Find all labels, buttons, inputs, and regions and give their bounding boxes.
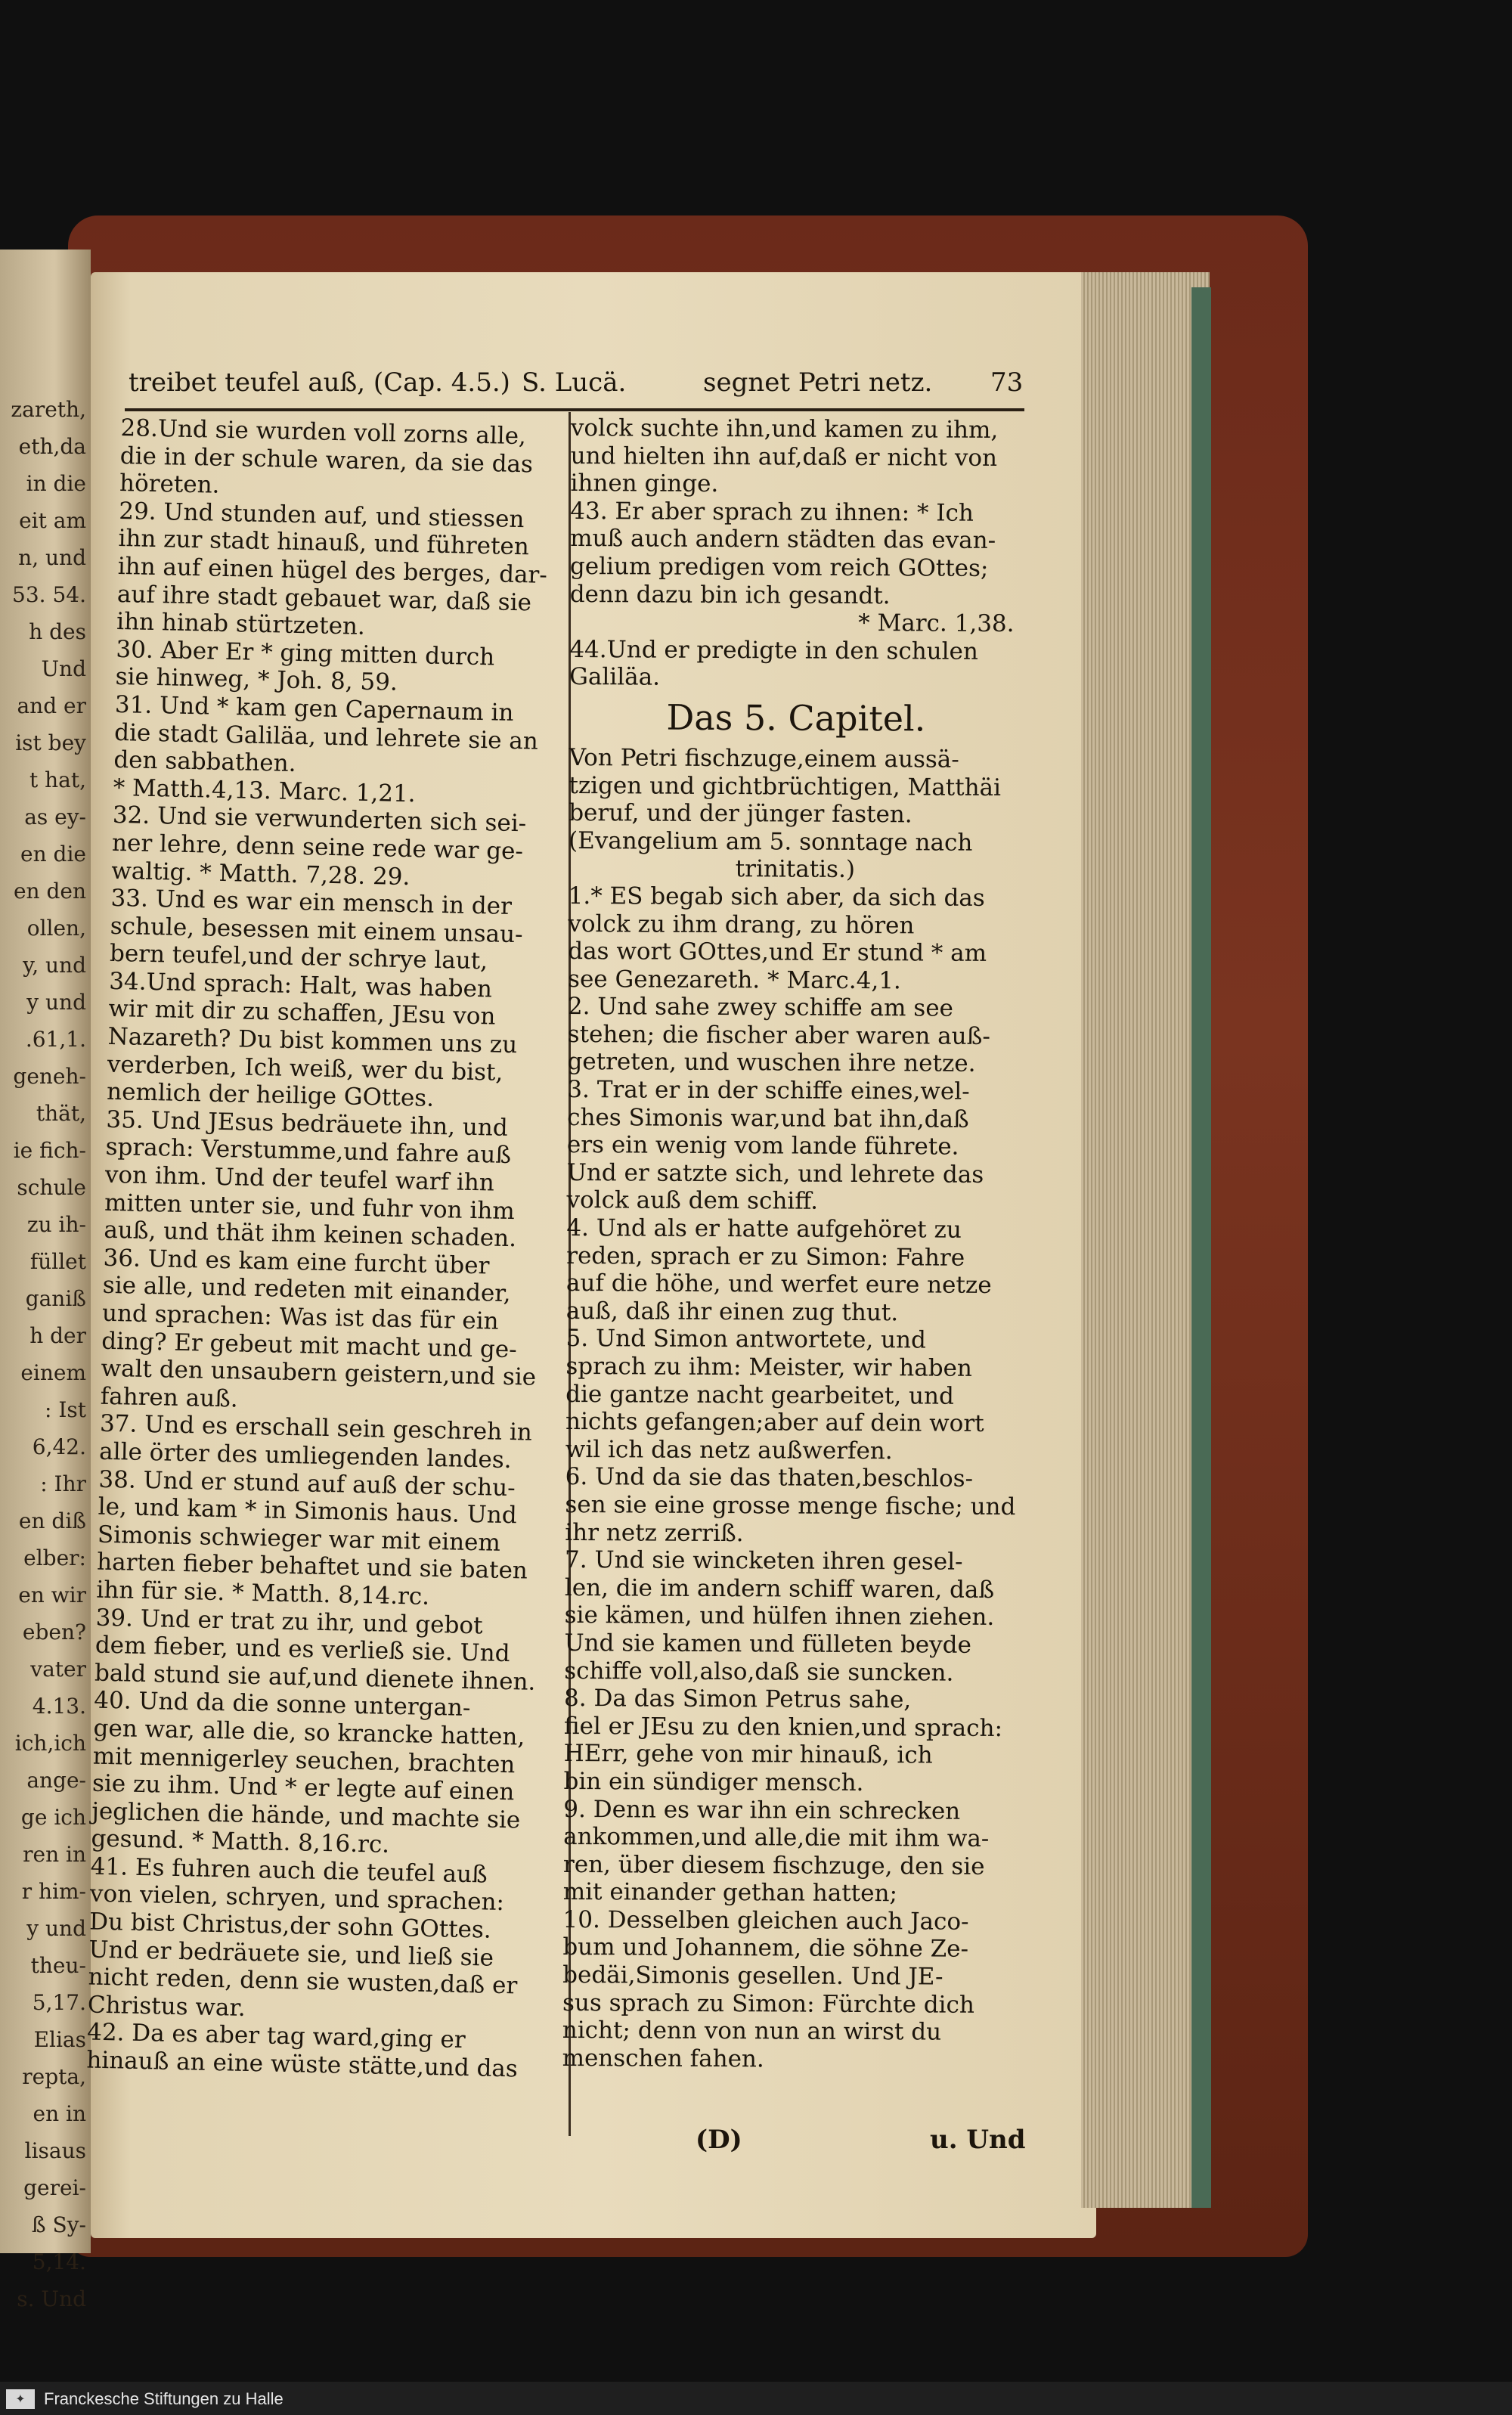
left-page-fragment: r him- (21, 1879, 86, 1904)
text-line: ers ein wenig vom lande führete. (566, 1131, 959, 1161)
text-line: 5. Und Simon antwortete, und (565, 1325, 926, 1354)
text-line: le, und kam * in Simonis haus. Und (98, 1493, 518, 1530)
text-line: menschen fahen. (562, 2044, 764, 2073)
left-page-fragment: in die (26, 471, 86, 496)
text-line: * Matth.4,13. Marc. 1,21. (113, 773, 416, 808)
text-line: mit einander gethan hatten; (562, 1878, 898, 1908)
text-line: ihn auf einen hügel des berges, dar- (117, 552, 548, 589)
text-line: see Genezareth. * Marc.4,1. (567, 965, 901, 994)
text-line: volck zu ihm drang, zu hören (568, 910, 915, 939)
left-page-fragment: einem (20, 1360, 86, 1385)
left-page-fragment: h des (29, 619, 86, 644)
text-line: ihn zur stadt hinauß, und führeten (118, 525, 530, 561)
text-line: die stadt Galiläa, und lehrete sie an (113, 718, 539, 755)
text-line: nicht; denn von nun an wirst du (562, 2017, 942, 2046)
text-line: den sabbathen. (113, 746, 296, 778)
text-line: wil ich das netz außwerfen. (565, 1435, 893, 1465)
text-line: auf die höhe, und werfet eure netze (565, 1270, 992, 1300)
text-line: und sprachen: Was ist das für ein (101, 1299, 499, 1335)
catchword: u. Und (930, 2125, 1026, 2155)
left-page-fragment: eben? (22, 1620, 86, 1645)
left-page-fragment: ge ich (20, 1805, 86, 1830)
text-line: Nazareth? Du bist kommen uns zu (107, 1022, 518, 1059)
left-page-fragment: y und (26, 1916, 86, 1941)
text-line: 4. Und als er hatte aufgehöret zu (566, 1214, 962, 1244)
text-line: 40. Und da die sonne untergan- (93, 1686, 471, 1722)
text-line: waltig. * Matth. 7,28. 29. (110, 857, 411, 891)
text-line: ihnen ginge. (570, 470, 719, 498)
text-line: ankommen,und alle,die mit ihm wa- (563, 1823, 990, 1853)
text-line: und hielten ihn auf,daß er nicht von (570, 442, 998, 472)
text-line: 37. Und es erschall sein geschreh in (99, 1410, 533, 1447)
text-line: bedäi,Simonis gesellen. Und JE- (562, 1961, 943, 1991)
text-line: 39. Und er trat zu ihr, und gebot (95, 1604, 483, 1639)
left-page-fragment: and er (17, 693, 86, 718)
text-line: muß auch andern städten das evan- (570, 525, 996, 555)
left-page-fragment: ß Sy- (31, 2212, 86, 2237)
left-page-fragment: geneh- (13, 1064, 86, 1089)
left-page-fragment: elber: (23, 1545, 86, 1570)
text-line: ner lehre, denn seine rede war ge- (111, 829, 524, 866)
text-line: 42. Da es aber tag ward,ging er (86, 2018, 466, 2054)
text-line: alle örter des umliegenden landes. (98, 1437, 512, 1474)
left-page-fragment: Und (41, 656, 86, 681)
left-page-fragment: schule (17, 1175, 86, 1200)
text-line: ding? Er gebeut mit macht und ge- (101, 1327, 518, 1363)
text-line: jeglichen die hände, und machte sie (91, 1797, 521, 1834)
text-line: 28.Und sie wurden voll zorns alle, (120, 414, 527, 451)
left-page-fragment: en in (33, 2101, 86, 2126)
text-line: volck suchte ihn,und kamen zu ihm, (570, 414, 999, 444)
text-line: Und er bedräuete sie, und ließ sie (88, 1936, 494, 1972)
left-page-fragment: ange- (26, 1768, 86, 1793)
left-page-fragment: 4.13. (32, 1694, 86, 1719)
text-line: 8. Da das Simon Petrus sahe, (564, 1685, 912, 1714)
left-page-fragment: lisaus (24, 2138, 86, 2163)
trinitatis-line: trinitatis.) (735, 855, 856, 884)
left-page-fragment: füllet (29, 1249, 86, 1274)
page-block-edge (1081, 272, 1210, 2208)
text-line: von ihm. Und der teufel warf ihn (104, 1161, 495, 1197)
text-line: höreten. (119, 470, 220, 499)
text-line: harten fieber behaftet und sie baten (96, 1549, 528, 1585)
chapter-title: Das 5. Capitel. (666, 696, 926, 739)
text-line: Und sie kamen und fülleten beyde (564, 1629, 971, 1659)
header-center: S. Lucä. (522, 367, 627, 398)
text-line: ihn für sie. * Matth. 8,14.rc. (96, 1576, 430, 1611)
header-right: segnet Petri netz. (703, 367, 933, 398)
text-line: Du bist Christus,der sohn GOttes. (88, 1908, 492, 1944)
text-line: bald stund sie auf,und dienete ihnen. (94, 1659, 536, 1696)
left-page-fragment: 53. 54. (12, 582, 86, 607)
text-line: bum und Johannem, die söhne Ze- (562, 1933, 969, 1964)
left-page-edge (0, 250, 91, 2311)
text-line: 1.* ES begab sich aber, da sich das (568, 882, 985, 912)
text-line: gen war, alle die, so krancke hatten, (93, 1714, 525, 1751)
left-page-fragment: Elias (33, 2027, 86, 2052)
left-page-fragment: : Ist (44, 1397, 86, 1422)
text-line: 32. Und sie verwunderten sich sei- (112, 801, 527, 838)
text-line: sie zu ihm. Und * er legte auf einen (91, 1769, 515, 1806)
text-line: mit mennigerley seuchen, brachten (92, 1742, 516, 1778)
text-line: von vielen, schryen, und sprachen: (89, 1880, 505, 1917)
text-line: nichts gefangen;aber auf dein wort (565, 1408, 984, 1438)
text-line: Galiläa. (569, 663, 661, 691)
text-line: HErr, gehe von mir hinauß, ich (563, 1740, 933, 1769)
text-line: bern teufel,und der schrye laut, (109, 940, 488, 975)
text-line: hinauß an eine wüste stätte,und das (86, 2046, 519, 2083)
left-page-fragment: zareth, (11, 397, 86, 422)
text-line: auß, daß ihr einen zug thut. (565, 1297, 899, 1327)
text-line: sprach zu ihm: Meister, wir haben (565, 1352, 973, 1382)
text-line: gelium predigen vom reich GOttes; (569, 552, 989, 582)
text-line: 9. Denn es war ihn ein schrecken (563, 1795, 961, 1825)
text-line: denn dazu bin ich gesandt. (569, 580, 891, 609)
left-page-fragment: ollen, (26, 916, 86, 941)
left-page-fragment: vater (30, 1657, 86, 1682)
text-line: nicht reden, denn sie wusten,daß er (88, 1963, 518, 2000)
institution-logo-icon: ✦ (6, 2389, 35, 2409)
text-line: 44.Und er predigte in den schulen (569, 635, 979, 665)
text-line: auß, und thät ihm keinen schaden. (104, 1216, 517, 1253)
text-line: wir mit dir zu schaffen, JEsu von (108, 995, 496, 1031)
left-page-fragment: zu ih- (26, 1212, 86, 1237)
left-page-fragment: ganiß (25, 1286, 86, 1311)
text-line: 31. Und * kam gen Capernaum in (114, 690, 514, 727)
left-page-fragment: as ey- (24, 804, 86, 829)
left-page-fragment: en diß (18, 1508, 86, 1533)
verse-reference: * Marc. 1,38. (858, 609, 1015, 638)
text-line: ihn hinab stürtzeten. (116, 608, 366, 640)
left-page-fragment: h der (29, 1323, 86, 1348)
text-line: mitten unter sie, und fuhr von ihm (104, 1189, 516, 1225)
left-page-fragment: : Ihr (40, 1471, 86, 1496)
text-line: walt den unsaubern geistern,und sie (101, 1354, 537, 1391)
text-line: 6. Und da sie das thaten,beschlos- (565, 1463, 974, 1493)
summary-line: beruf, und der jünger fasten. (569, 799, 912, 829)
page-number: 73 (990, 367, 1024, 398)
left-page-fragment: thät, (36, 1101, 86, 1126)
left-page-fragment: en wir (18, 1583, 86, 1607)
text-line: verderben, Ich weiß, wer du bist, (107, 1050, 503, 1087)
text-line: 34.Und sprach: Halt, was haben (108, 967, 493, 1003)
left-column (86, 414, 563, 2083)
left-page-fragment: .61,1. (25, 1027, 86, 1052)
left-page-fragment: eit am (19, 508, 86, 533)
text-line: Christus war. (87, 1991, 246, 2022)
left-page-fragment: y und (26, 990, 86, 1015)
book-spine-edge (1191, 287, 1211, 2208)
left-page-fragment: eth,da (18, 434, 86, 459)
text-line: stehen; die fischer aber waren auß- (567, 1020, 990, 1050)
left-page-fragment: s. Und (17, 2286, 86, 2311)
text-line: gesund. * Matth. 8,16.rc. (91, 1824, 390, 1859)
text-line: ches Simonis war,und bat ihn,daß (567, 1103, 969, 1133)
text-line: fahren auß. (100, 1382, 239, 1413)
text-line: auf ihre stadt gebauet war, daß sie (116, 580, 532, 616)
text-line: fiel er JEsu zu den knien,und sprach: (563, 1712, 1003, 1742)
left-page-fragment: en die (20, 842, 86, 866)
left-page-fragment: 6,42. (32, 1434, 86, 1459)
text-line: 38. Und er stund auf auß der schu- (98, 1465, 516, 1502)
running-header (129, 363, 1024, 405)
left-page-fragment: 5,17. (32, 1990, 86, 2015)
left-page-fragment: y, und (23, 953, 86, 978)
text-line: volck auß dem schiff. (566, 1186, 819, 1216)
text-line: ren, über diesem fischzuge, den sie (562, 1850, 985, 1880)
text-line: die in der schule waren, da sie das (119, 442, 534, 479)
left-page-fragment: gerei- (23, 2175, 86, 2200)
header-rule (125, 408, 1024, 411)
text-line: sie kämen, und hülfen ihnen ziehen. (564, 1601, 995, 1632)
left-page-fragment: repta, (22, 2064, 86, 2089)
summary-line: (Evangelium am 5. sonntage nach (568, 826, 973, 857)
text-line: 35. Und JEsus bedräuete ihn, und (106, 1105, 509, 1142)
left-page-fragment: ich,ich (14, 1731, 86, 1756)
text-line: sprach: Verstumme,und fahre auß (105, 1133, 512, 1170)
text-line: 43. Er aber sprach zu ihnen: * Ich (570, 497, 974, 527)
header-left: treibet teufel auß, (Cap. 4.5.) (129, 367, 510, 398)
text-line: 30. Aber Er * ging mitten durch (116, 635, 495, 671)
text-line: dem fieber, und es verließ sie. Und (94, 1631, 510, 1668)
text-line: schiffe voll,also,daß sie suncken. (564, 1657, 954, 1687)
text-line: 10. Desselben gleichen auch Jaco- (562, 1905, 969, 1936)
left-page-fragment: en den (13, 879, 86, 904)
summary-line: tzigen und gichtbrüchtigen, Matthäi (569, 771, 1002, 801)
text-line: schule, besessen mit einem unsau- (110, 912, 523, 948)
text-line: 7. Und sie wincketen ihren gesel- (564, 1546, 963, 1576)
text-line: das wort GOttes,und Er stund * am (568, 938, 987, 967)
text-line: Und er satzte sich, und lehrete das (566, 1158, 984, 1189)
text-line: bin ein sündiger mensch. (563, 1767, 864, 1797)
signature-mark: (D) (696, 2125, 742, 2155)
text-line: sen sie eine grosse menge fische; und (565, 1490, 1016, 1521)
credit-text: Franckesche Stiftungen zu Halle (44, 2389, 284, 2408)
text-line: 36. Und es kam eine furcht über (103, 1244, 490, 1280)
right-column (562, 414, 1024, 2075)
text-line: ihr netz zerriß. (565, 1518, 744, 1547)
text-line: Simonis schwieger war mit einem (97, 1521, 501, 1557)
text-line: nemlich der heilige GOttes. (106, 1078, 435, 1113)
text-line: sus sprach zu Simon: Fürchte dich (562, 1989, 974, 2019)
left-page-fragment: ist bey (15, 730, 86, 755)
left-page-fragment: 5,14. (32, 2249, 86, 2274)
left-page-fragment: n, und (18, 545, 86, 570)
text-line: 3. Trat er in der schiffe eines,wel- (567, 1076, 970, 1105)
summary-line: Von Petri fischzuge,einem aussä- (569, 743, 959, 773)
text-line: 29. Und stunden auf, und stiessen (118, 497, 525, 533)
left-page-fragment: ie fich- (13, 1138, 86, 1163)
text-line: die gantze nacht gearbeitet, und (565, 1380, 954, 1410)
text-line: 2. Und sahe zwey schiffe am see (567, 993, 954, 1022)
text-line: sie hinweg, * Joh. 8, 59. (115, 663, 398, 697)
left-page-fragment: theu- (30, 1953, 86, 1978)
text-line: getreten, und wuschen ihre netze. (567, 1048, 976, 1078)
text-line: 41. Es fuhren auch die teufel auß (90, 1852, 488, 1889)
text-line: sie alle, und redeten mit einander, (102, 1272, 511, 1308)
text-line: len, die im andern schiff waren, daß (564, 1573, 995, 1604)
left-page-fragment: ren in (23, 1842, 86, 1867)
text-line: 33. Und es war ein mensch in der (110, 884, 513, 921)
left-page-fragment: t hat, (29, 767, 86, 792)
text-line: reden, sprach er zu Simon: Fahre (566, 1242, 965, 1272)
